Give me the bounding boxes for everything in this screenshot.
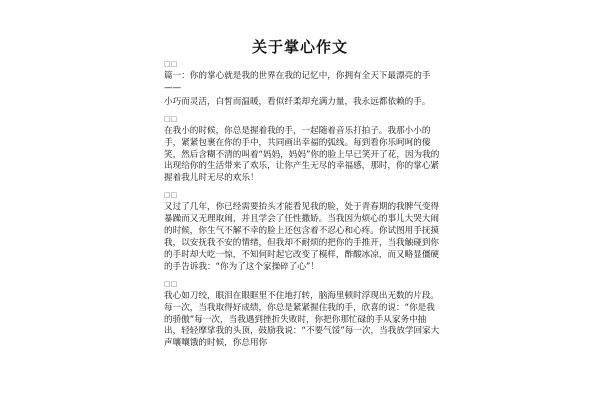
section-1 xyxy=(164,60,440,109)
paragraph-5: 我心如刀绞，眼泪在眼眶里不住地打转，脑海里顿时浮现出无数的片段。每一次，当我取得好成绩，你总是紧紧握住我的手，欣喜的说：“你是我的骄傲”每一次，当我遇到挫折失败时，你把你那忙碌的手从家务中抽出，轻轻摩挲我的头顶，鼓励我说：“不要气馁”每一次，当我放学回家大声嚷嚷饿的时候，你总用你 xyxy=(164,290,440,349)
paragraph-marker: □□ xyxy=(164,279,178,288)
paragraph-1: 篇一：你的掌心就是我的世界在我的记忆中，你拥有全天下最漂亮的手—— xyxy=(164,71,431,93)
section-2 xyxy=(164,115,440,186)
paragraph-marker: □□ xyxy=(164,191,178,200)
section-4 xyxy=(164,280,440,351)
paragraph-3: 在我小的时候，你总是握着我的手，一起随着音乐打拍子。我那小小的手，紧紧包裹在你的手中，共同画出幸福的弧线。每到看你乐呵呵的傻笑，然后含糊不清的叫着“妈妈，妈妈”你的脸上早已笑开了花，因为我的出现给你的生活带来了欢乐，让你产生无尽的幸福感，那时，你的掌心紧握着我儿时无尽的欢乐！ xyxy=(164,125,440,184)
paragraph-2: 小巧而灵活，白皙而温暖，看似纤柔却充满力量，我永远都依赖的手。 xyxy=(164,96,431,107)
paragraph-marker: □□ xyxy=(164,60,178,68)
section-3 xyxy=(164,191,440,273)
article-body xyxy=(164,60,440,356)
paragraph-4: 又过了几年，你已经需要抬头才能看见我的脸，处于青春期的我脾气变得暴躁而又无理取闹，并且学会了任性撒娇。当我因为烦心的事儿大哭大闹的时候，你生气不解不幸的脸上还包含着不忍心和心疼。你试图用手抚摸我，以安抚我不安的情绪，但我却不耐烦的把你的手推开，当我触碰到你的手时却大吃一惊，不知何时起它改变了模样，酢酸冰凉，而又略显僵硬的手告诉我：“你为了这个家操碎了心”！ xyxy=(164,202,440,272)
page-title: 关于掌心作文 xyxy=(251,38,348,56)
paragraph-marker: □□ xyxy=(164,114,178,123)
